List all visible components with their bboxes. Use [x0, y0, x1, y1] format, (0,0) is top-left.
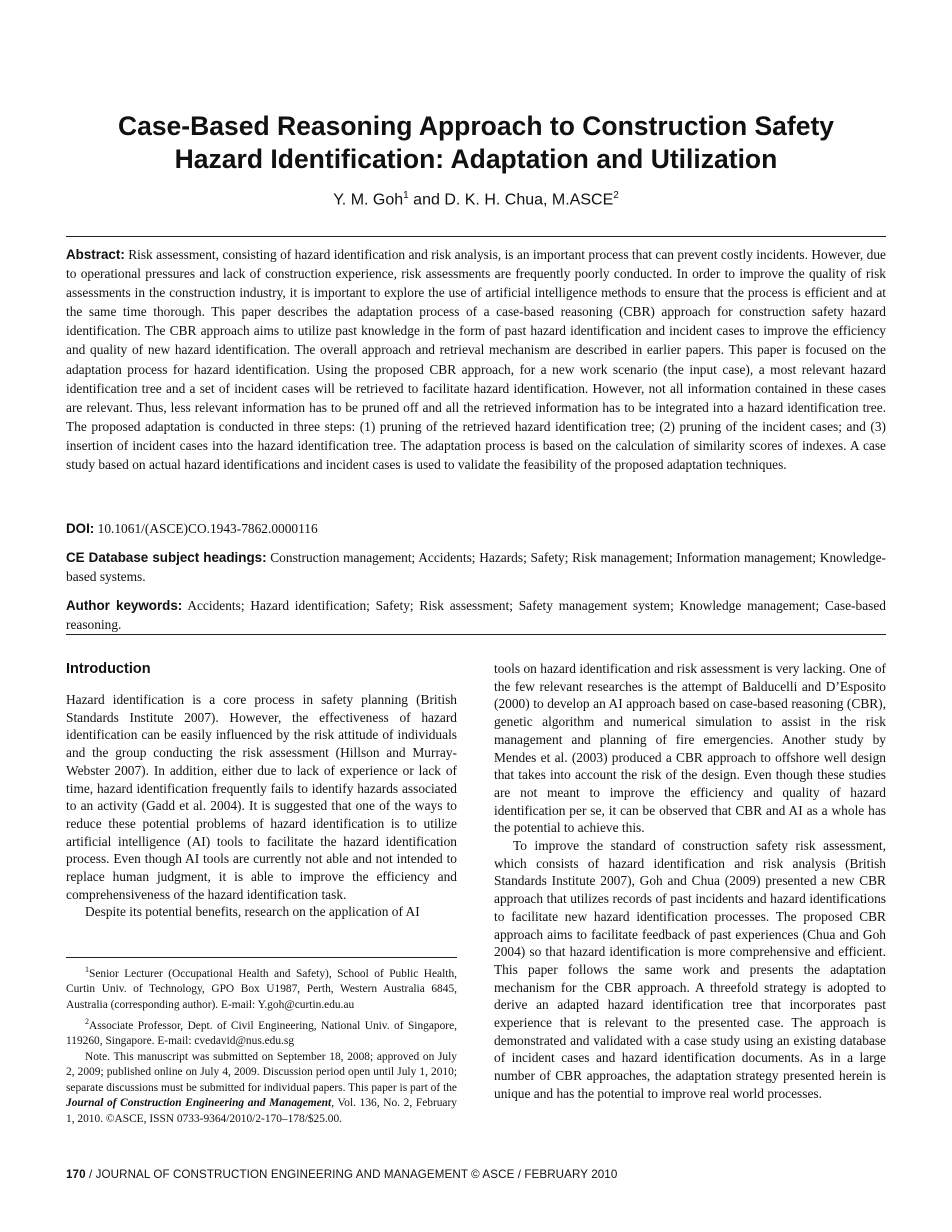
subject-headings-label: CE Database subject headings:	[66, 550, 267, 565]
journal-running-footer: / JOURNAL OF CONSTRUCTION ENGINEERING AND MANAGEMENT © ASCE / FEBRUARY 2010	[85, 1168, 618, 1181]
subject-headings	[66, 548, 886, 586]
abstract-top-rule	[66, 236, 886, 237]
intro-paragraph-2-continued: tools on hazard identification and risk assessment is very lacking. One of the few relevant researches is the attempt of Balducelli and D’Esposito (2000) to develop an AI approach based on case-based reasoning (CBR), genetic algorithm and numerical simulation to assist in the risk management and planning of fire emergencies. Another study by Mendes et al. (2003) produced a CBR approach to offshore well design that takes into account the risk of the design. Even though these studies are not meant to improve the efficiency and quality of hazard identification per se, it can be observed that CBR and AI as a whole has the potential to achieve this.	[494, 661, 886, 836]
footnote-rule	[66, 957, 457, 958]
author-keywords-label: Author keywords:	[66, 598, 183, 613]
introduction-heading: Introduction	[66, 661, 151, 677]
doi-label: DOI:	[66, 521, 95, 536]
subject-headings-text: Construction management; Accidents; Hazards; Safety; Risk management; Information management; Knowledge-based systems.	[66, 550, 886, 585]
abstract-label: Abstract:	[66, 247, 125, 262]
doi-line	[66, 519, 886, 538]
left-column	[66, 660, 457, 921]
title-line-2: Hazard Identification: Adaptation and Utilization	[174, 144, 778, 174]
page-footer	[66, 1168, 617, 1181]
note-text-b: , Vol. 136, No. 2, February 1, 2010. ©ASCE, ISSN 0733-9364/2010/2-170–178/$25.00.	[66, 1097, 457, 1125]
note-journal-name: Journal of Construction Engineering and Management	[66, 1097, 332, 1110]
abstract-bottom-rule	[66, 634, 886, 635]
intro-paragraph-3: To improve the standard of construction safety risk assessment, which consists of hazard identification and risk analysis (British Standards Institute 2007), Goh and Chua (2009) presented a new CBR approach that utilizes records of past incidents and hazard identifications to facilitate new hazard identification processes. The proposed CBR approach aims to facilitate feedback of past experiences (Chua and Goh 2004) so that hazard identification is more comprehensive and efficient. This paper follows the same work and presents the adaptation mechanism for the CBR approach. A threefold strategy is adopted to derive an adapted hazard identification tree that incorporates past experience that is relevant to the presented case. The approach is demonstrated and validated with a case study using an existing database of incident cases and hazard identification documents. As in a large number of CBR approaches, the adaptation strategy presented herein is unique and has the potential to improve real world processes.	[494, 838, 886, 1101]
paper-title	[60, 110, 892, 176]
abstract-text: Risk assessment, consisting of hazard identification and risk analysis, is an important process that can prevent costly incidents. However, due to operational pressures and lack of construction experience, risk assessments are frequently poorly conducted. In order to improve the quality of risk assessments in the construction industry, it is important to explore the use of artificial intelligence methods to ensure that the process is efficient and at the same time thorough. This paper describes the adaptation process of a case-based reasoning (CBR) approach for construction safety hazard identification. The CBR approach aims to utilize past knowledge in the form of past hazard identification and incident cases to improve the efficiency and quality of new hazard identification. The overall approach and retrieval mechanism are described in earlier papers. This paper is focused on the adaptation process for hazard identification. Using the proposed CBR approach, for a new work scenario (the input case), a most relevant hazard identification tree and a set of incident cases will be retrieved to facilitate hazard identification. However, not all information contained in these cases are relevant. Thus, less relevant information has to be pruned off and all the retrieved information has to be integrated into a hazard identification tree. The proposed adaptation is conducted in three steps: (1) pruning of the retrieved hazard identification tree; (2) pruning of the incident cases; and (3) insertion of incident cases into the hazard identification tree. The adaptation process is based on the calculation of similarity scores of indexes. A case study based on actual hazard identifications and incident cases is used to validate the feasibility of the proposed adaptation techniques.	[66, 247, 886, 473]
note-text-a: Note. This manuscript was submitted on September 18, 2008; approved on July 2, 2009; published online on July 4, 2009. Discussion period open until July 1, 2010; separate discussions must be submitted for individual papers. This paper is part of the	[66, 1050, 457, 1094]
footnotes	[66, 962, 457, 1128]
right-column	[494, 660, 886, 1103]
footnote-1-mark: 1	[85, 965, 89, 974]
author-keywords	[66, 596, 886, 634]
footnote-1	[66, 962, 457, 1014]
page-number: 170	[66, 1168, 86, 1181]
author-list	[60, 186, 892, 210]
intro-paragraph-1: Hazard identification is a core process in safety planning (British Standards Institute 2007). However, the effectiveness of hazard identification can be easily influenced by the risk attitude of individuals and the group conducting the risk assessment (Hillson and Murray-Webster 2007). In addition, either due to lack of experience or lack of time, hazard identification frequently fails to identify hazards associated to an activity (Gadd et al. 2004). It is suggested that one of the ways to reduce these potential problems of hazard identification is to utilize artificial intelligence (AI) tools to facilitate the hazard identification process. Even though AI tools are currently not able and not intended to replace human judgment, it is able to improve the efficiency and comprehensiveness of the hazard identification task.	[66, 692, 457, 902]
footnote-2-text: Associate Professor, Dept. of Civil Engineering, National Univ. of Singapore, 119260, Singapore. E-mail: cvedavid@nus.edu.sg	[66, 1019, 457, 1047]
footnote-2	[66, 1014, 457, 1050]
author-2-affiliation-mark: 2	[613, 190, 619, 201]
footnote-2-mark: 2	[85, 1016, 89, 1026]
doi-value[interactable]: 10.1061/(ASCE)CO.1943-7862.0000116	[97, 521, 318, 536]
author-keywords-text: Accidents; Hazard identification; Safety; Risk assessment; Safety management system; Knowledge management; Case-based reasoning.	[66, 598, 886, 633]
author-1-affiliation-mark: 1	[403, 190, 409, 201]
title-line-1: Case-Based Reasoning Approach to Construction Safety	[117, 111, 835, 141]
submission-note	[66, 1050, 457, 1128]
author-2: D. K. H. Chua, M.ASCE	[444, 191, 614, 209]
author-1: Y. M. Goh	[333, 191, 404, 209]
intro-paragraph-2-start: Despite its potential benefits, research on the application of AI	[85, 904, 420, 920]
abstract	[66, 245, 886, 474]
footnote-1-text: Senior Lecturer (Occupational Health and Safety), School of Public Health, Curtin Univ. of Technology, GPO Box U1987, Perth, Western Australia 6845, Australia (corresponding author). E-mail: Y.goh@curtin.edu.au	[66, 967, 457, 1011]
author-conjunction: and	[408, 191, 445, 209]
